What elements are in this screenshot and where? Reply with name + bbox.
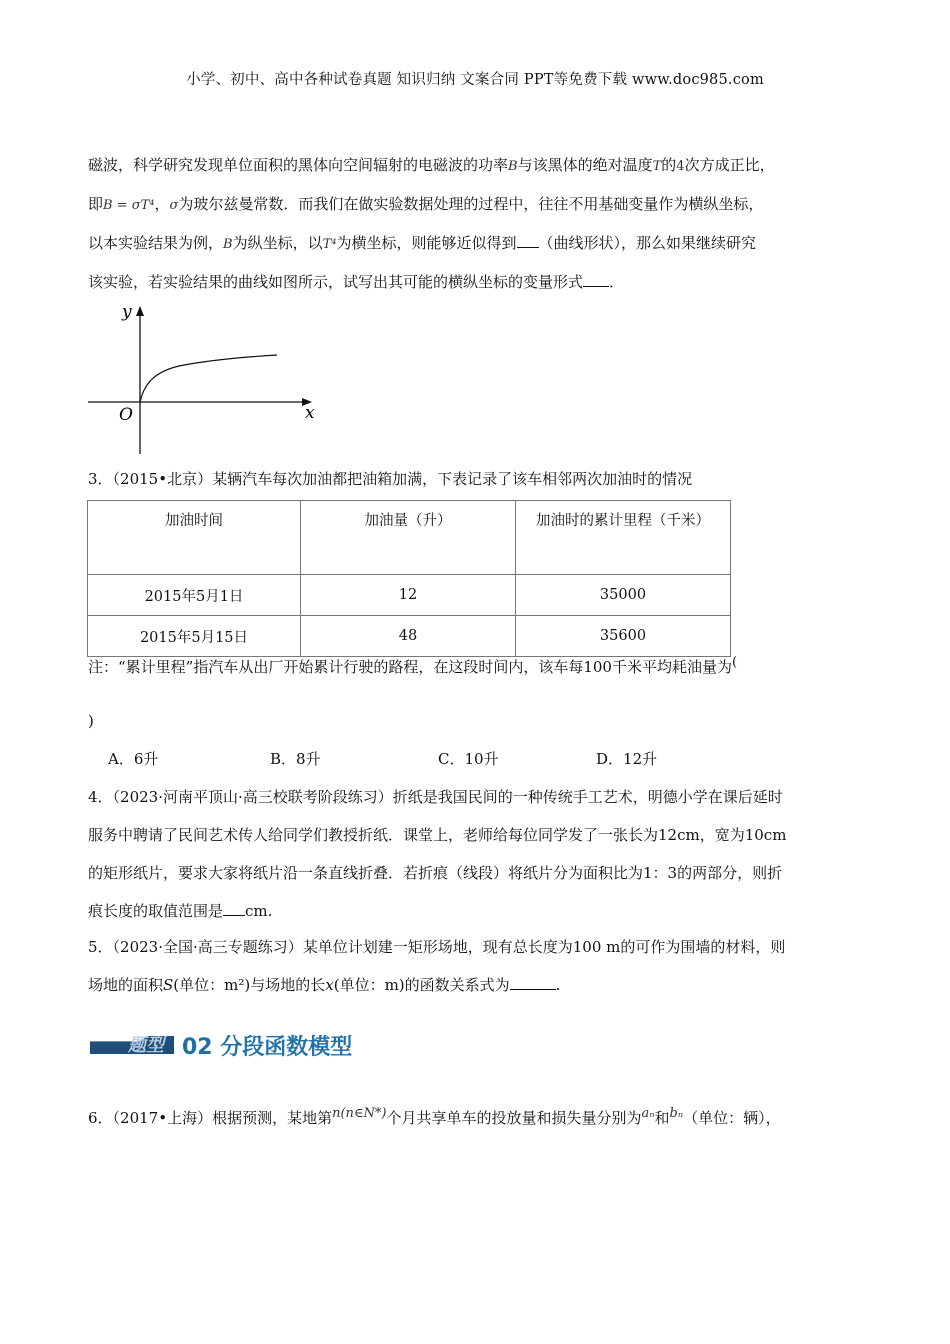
option-c: C．10升 — [438, 750, 499, 768]
q4-line-1: 4．（2023·河南平顶山·高三校联考阶段练习）折纸是我国民间的一种传统手工艺术，明德小学在课后延时 — [88, 788, 783, 806]
q4-line-4: 痕长度的取值范围是 cm. — [88, 902, 273, 920]
section-title: 02 分段函数模型 — [182, 1035, 353, 1060]
q4-line-3: 的矩形纸片，要求大家将纸片沿一条直线折叠．若折痕（线段）将纸片分为面积比为1：3的两部分，则折 — [88, 864, 783, 882]
table-cell: 2015年5月15日 — [88, 616, 301, 657]
option-d: D．12升 — [596, 750, 658, 768]
math-formula: B = σT⁴ — [103, 198, 155, 213]
q6-line-1: 6．（2017•上海）根据预测，某地第n(n∈N*)个月共享单车的投放量和损失量分别为aₙ和bₙ（单位：辆）， — [88, 1106, 781, 1127]
para-line-4: 该实验，若实验结果的曲线如图所示，试写出其可能的横纵坐标的变量形式 ． — [88, 273, 625, 291]
q5-line-2: 场地的面积S(单位：m²)与场地的长x(单位：m)的函数关系式为 . — [88, 976, 561, 994]
y-axis-arrow — [136, 306, 144, 316]
fuel-table — [87, 500, 731, 657]
x-axis-label: x — [305, 403, 315, 423]
table-cell: 35600 — [516, 616, 731, 657]
table-row — [88, 575, 731, 616]
q3-note-close: ) — [88, 712, 94, 730]
table-header-row — [88, 501, 731, 575]
answer-blank — [517, 233, 539, 248]
table-header-cell: 加油时的累计里程（千米） — [516, 501, 731, 575]
table-cell: 2015年5月1日 — [88, 575, 301, 616]
section-tag-label: 题型 — [128, 1035, 164, 1056]
y-axis-label: y — [122, 302, 132, 322]
section-heading — [90, 1030, 490, 1060]
para-line-1: 磁波，科学研究发现单位面积的黑体向空间辐射的电磁波的功率B与该黑体的绝对温度T的4次方成正比， — [88, 156, 775, 174]
q3-note: 注：“累计里程”指汽车从出厂开始累计行驶的路程，在这段时间内，该车每100千米平均耗油量为( — [88, 655, 738, 676]
page-header: 小学、初中、高中各种试卷真题 知识归纳 文案合同 PPT等免费下载 www.doc985.com — [186, 72, 764, 88]
math-an: aₙ — [641, 1106, 655, 1121]
answer-blank — [510, 975, 556, 990]
origin-label: O — [119, 405, 133, 425]
option-b: B．8升 — [270, 750, 321, 768]
table-header-cell: 加油量（升） — [301, 501, 516, 575]
math-T: T — [652, 159, 662, 174]
answer-blank — [223, 901, 245, 916]
answer-blank — [583, 272, 609, 287]
math-sigma: σ — [169, 198, 179, 213]
q5-line-1: 5．（2023·全国·高三专题练习）某单位计划建一矩形场地，现有总长度为100 m的可作为围墙的材料，则 — [88, 938, 786, 956]
table-row — [88, 616, 731, 657]
curve-graph — [84, 298, 324, 458]
table-cell: 48 — [301, 616, 516, 657]
table-cell: 35000 — [516, 575, 731, 616]
table-header-cell: 加油时间 — [88, 501, 301, 575]
math-n: n(n∈N*) — [332, 1106, 387, 1121]
option-a: A．6升 — [108, 750, 159, 768]
table-cell: 12 — [301, 575, 516, 616]
log-curve — [140, 355, 277, 402]
math-B: B — [508, 159, 518, 174]
para-line-3: 以本实验结果为例，B为纵坐标，以T⁴为横坐标，则能够近似得到 （曲线形状），那么如果继续研究 — [88, 234, 757, 252]
math-T4: T⁴ — [322, 237, 337, 252]
math-B2: B — [223, 237, 233, 252]
math-bn: bₙ — [669, 1106, 684, 1121]
q3-stem: 3．（2015•北京）某辆汽车每次加油都把油箱加满，下表记录了该车相邻两次加油时的情况 — [88, 470, 693, 488]
para-line-2: 即B = σT⁴，σ为玻尔兹曼常数．而我们在做实验数据处理的过程中，往往不用基础变量作为横纵坐标， — [88, 195, 764, 213]
math-4: 4 — [676, 159, 685, 174]
q4-line-2: 服务中聘请了民间艺术传人给同学们教授折纸．课堂上，老师给每位同学发了一张长为12cm，宽为10cm — [88, 826, 787, 844]
